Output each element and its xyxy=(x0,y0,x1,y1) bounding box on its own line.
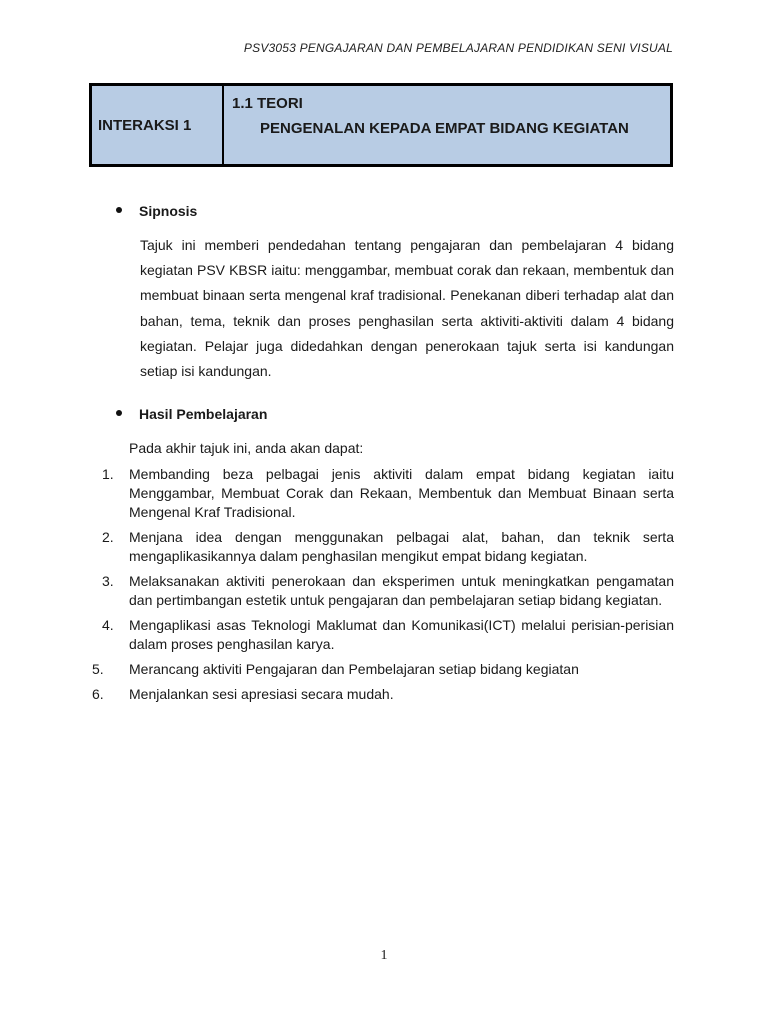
hasil-intro: Pada akhir tajuk ini, anda akan dapat: xyxy=(129,440,364,456)
page-number: 1 xyxy=(380,948,388,963)
bullet-icon xyxy=(116,410,122,416)
list-item xyxy=(90,528,674,566)
list-number: 5. xyxy=(92,661,104,677)
hasil-heading-text: Hasil Pembelajaran xyxy=(139,406,268,422)
sinopsis-paragraph: Tajuk ini memberi pendedahan tentang pengajaran dan pembelajaran 4 bidang kegiatan PSV KBSR iaitu: menggambar, membuat corak dan rekaan, membentuk dan membuat binaan serta mengenal kraf tradisional. Penekanan diberi terhadap alat dan bahan, tema, teknik dan proses penghasilan serta aktiviti-aktiviti dalam 4 bidang kegiatan. Pelajar juga didedahkan dengan penerokaan tajuk serta isi kandungan setiap isi kandungan. xyxy=(140,237,674,380)
topic-title: PENGENALAN KEPADA EMPAT BIDANG KEGIATAN xyxy=(260,120,629,137)
sinopsis-heading xyxy=(116,203,197,219)
sinopsis-heading-text: Sipnosis xyxy=(139,203,198,219)
list-item xyxy=(90,616,674,654)
list-number: 1. xyxy=(102,466,114,482)
list-number: 2. xyxy=(102,529,114,545)
list-text: Menjalankan sesi apresiasi secara mudah. xyxy=(129,686,394,702)
list-item xyxy=(90,685,674,704)
section-number-title: 1.1 TEORI xyxy=(232,95,303,112)
learning-outcomes-list xyxy=(90,465,674,710)
list-text: Mengaplikasi asas Teknologi Maklumat dan Komunikasi(ICT) melalui perisian-perisian dalam proses penghasilan karya. xyxy=(129,617,674,652)
interaksi-label: INTERAKSI 1 xyxy=(92,86,222,164)
list-text: Melaksanakan aktiviti penerokaan dan eksperimen untuk meningkatkan pengamatan dan pertimbangan estetik untuk pengajaran dan pembelajaran setiap bidang kegiatan. xyxy=(129,573,674,608)
bullet-icon xyxy=(116,207,122,213)
list-number: 3. xyxy=(102,573,114,589)
hasil-heading xyxy=(116,406,267,422)
title-table xyxy=(89,83,673,167)
running-header: PSV3053 PENGAJARAN DAN PEMBELAJARAN PENDIDIKAN SENI VISUAL xyxy=(243,41,673,55)
title-cell xyxy=(224,86,670,164)
list-number: 4. xyxy=(102,617,114,633)
list-item xyxy=(90,572,674,610)
list-item xyxy=(90,660,674,679)
list-text: Membanding beza pelbagai jenis aktiviti dalam empat bidang kegiatan iaitu Menggambar, Membuat Corak dan Rekaan, Membentuk dan Membuat Binaan serta Mengenal Kraf Tradisional. xyxy=(129,466,674,520)
list-text: Merancang aktiviti Pengajaran dan Pembelajaran setiap bidang kegiatan xyxy=(129,661,579,677)
list-item xyxy=(90,465,674,522)
list-text: Menjana idea dengan menggunakan pelbagai alat, bahan, dan teknik serta mengaplikasikannya dalam penghasilan mengikut empat bidang kegiatan. xyxy=(129,529,674,564)
list-number: 6. xyxy=(92,686,104,702)
